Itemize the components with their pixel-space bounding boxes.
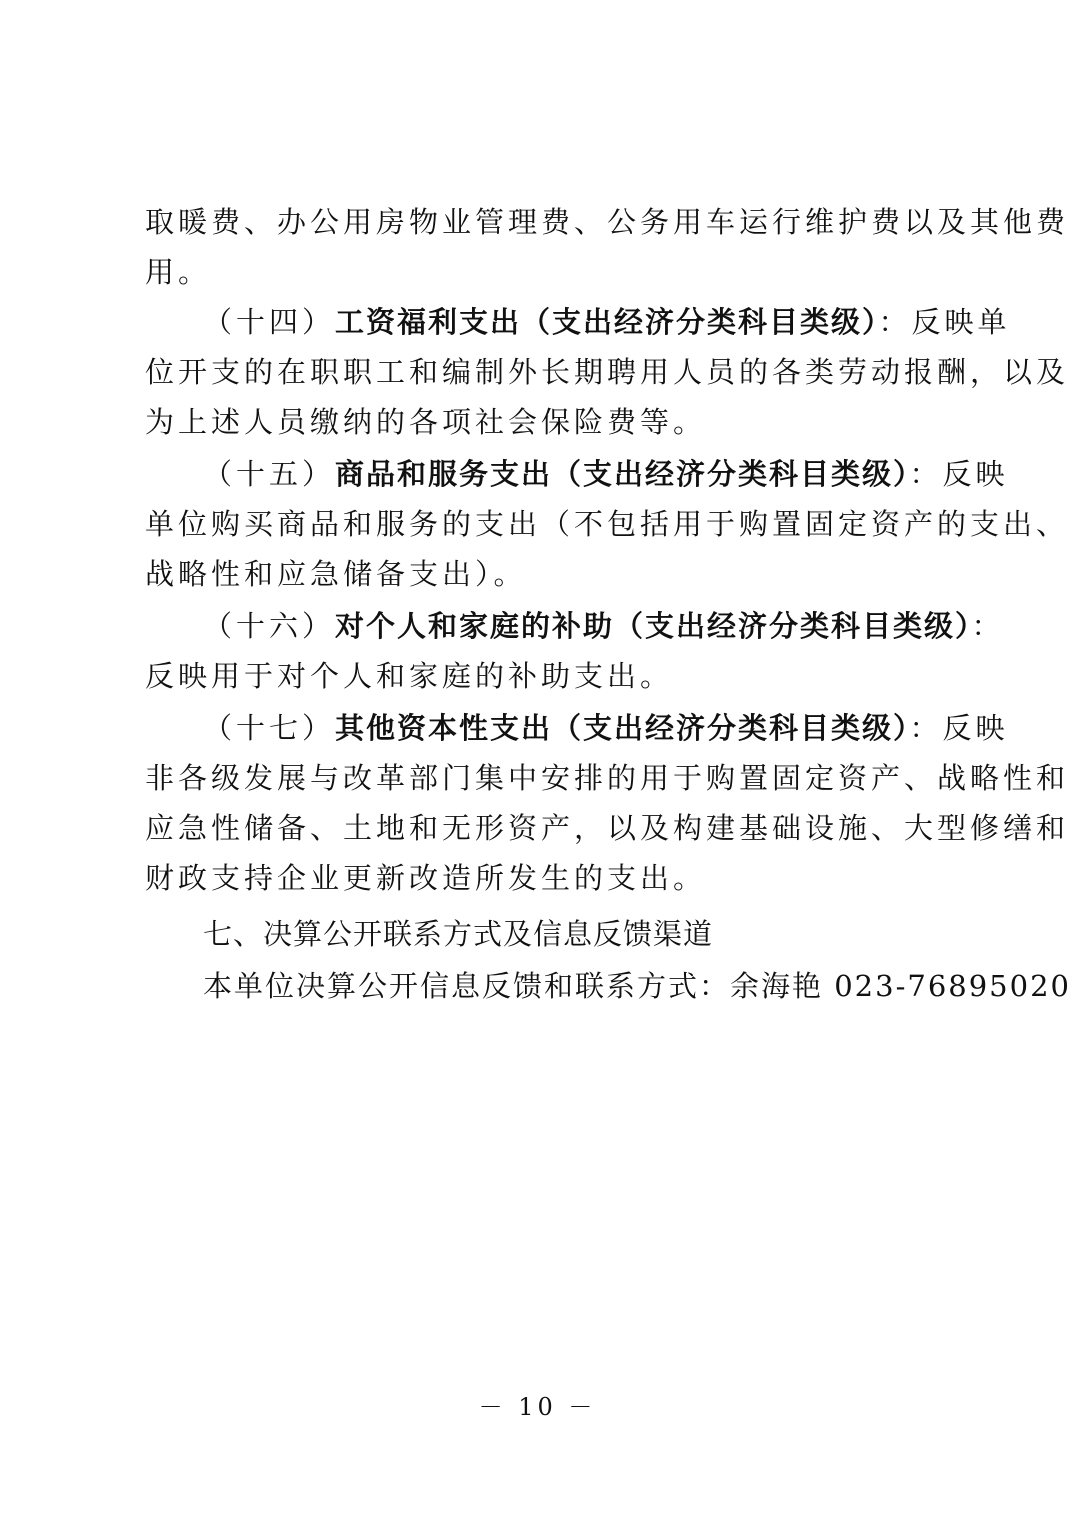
paragraph-14-line-2: 位开支的在职职工和编制外长期聘用人员的各类劳动报酬，以及 — [145, 355, 1070, 389]
paragraph-16-number: （十六） — [203, 609, 336, 643]
page-number: － 10 － — [478, 1393, 597, 1421]
paragraph-13-line-1: 取暖费、办公用房物业管理费、公务用车运行维护费以及其他费 — [145, 205, 1070, 239]
paragraph-16-title: 对个人和家庭的补助（支出经济分类科目类级） — [335, 609, 972, 643]
paragraph-15-title: 商品和服务支出（支出经济分类科目类级） — [335, 457, 910, 491]
paragraph-16-line-2: 反映用于对个人和家庭的补助支出。 — [145, 659, 674, 693]
paragraph-14-line-1 — [203, 305, 1011, 339]
paragraph-15-line-3: 战略性和应急储备支出）。 — [145, 557, 527, 591]
paragraph-17-line-1-tail: ：反映 — [909, 711, 1009, 745]
paragraph-17-line-3: 应急性储备、土地和无形资产，以及构建基础设施、大型修缮和 — [145, 811, 1070, 845]
paragraph-17-line-4: 财政支持企业更新改造所发生的支出。 — [145, 861, 707, 895]
paragraph-14-line-1-tail: ：反映单 — [878, 305, 1011, 339]
paragraph-15-line-1 — [203, 457, 1009, 491]
paragraph-17-number: （十七） — [203, 711, 336, 745]
paragraph-17-line-2: 非各级发展与改革部门集中安排的用于购置固定资产、战略性和 — [145, 761, 1070, 795]
paragraph-17-line-1 — [203, 711, 1009, 745]
paragraph-15-number: （十五） — [203, 457, 336, 491]
paragraph-13-line-2: 用。 — [145, 255, 212, 289]
paragraph-15-line-2: 单位购买商品和服务的支出（不包括用于购置固定资产的支出、 — [145, 507, 1070, 541]
paragraph-16-line-1 — [203, 609, 1005, 643]
section-7-heading: 七、决算公开联系方式及信息反馈渠道 — [203, 917, 714, 951]
section-7-contact: 本单位决算公开信息反馈和联系方式：余海艳 023-76895020 — [203, 969, 1071, 1003]
paragraph-14-line-3: 为上述人员缴纳的各项社会保险费等。 — [145, 405, 707, 439]
paragraph-14-number: （十四） — [203, 305, 336, 339]
paragraph-14-title: 工资福利支出（支出经济分类科目类级） — [335, 305, 879, 339]
paragraph-16-line-1-tail: ： — [971, 609, 1005, 643]
paragraph-17-title: 其他资本性支出（支出经济分类科目类级） — [335, 711, 910, 745]
paragraph-15-line-1-tail: ：反映 — [909, 457, 1009, 491]
